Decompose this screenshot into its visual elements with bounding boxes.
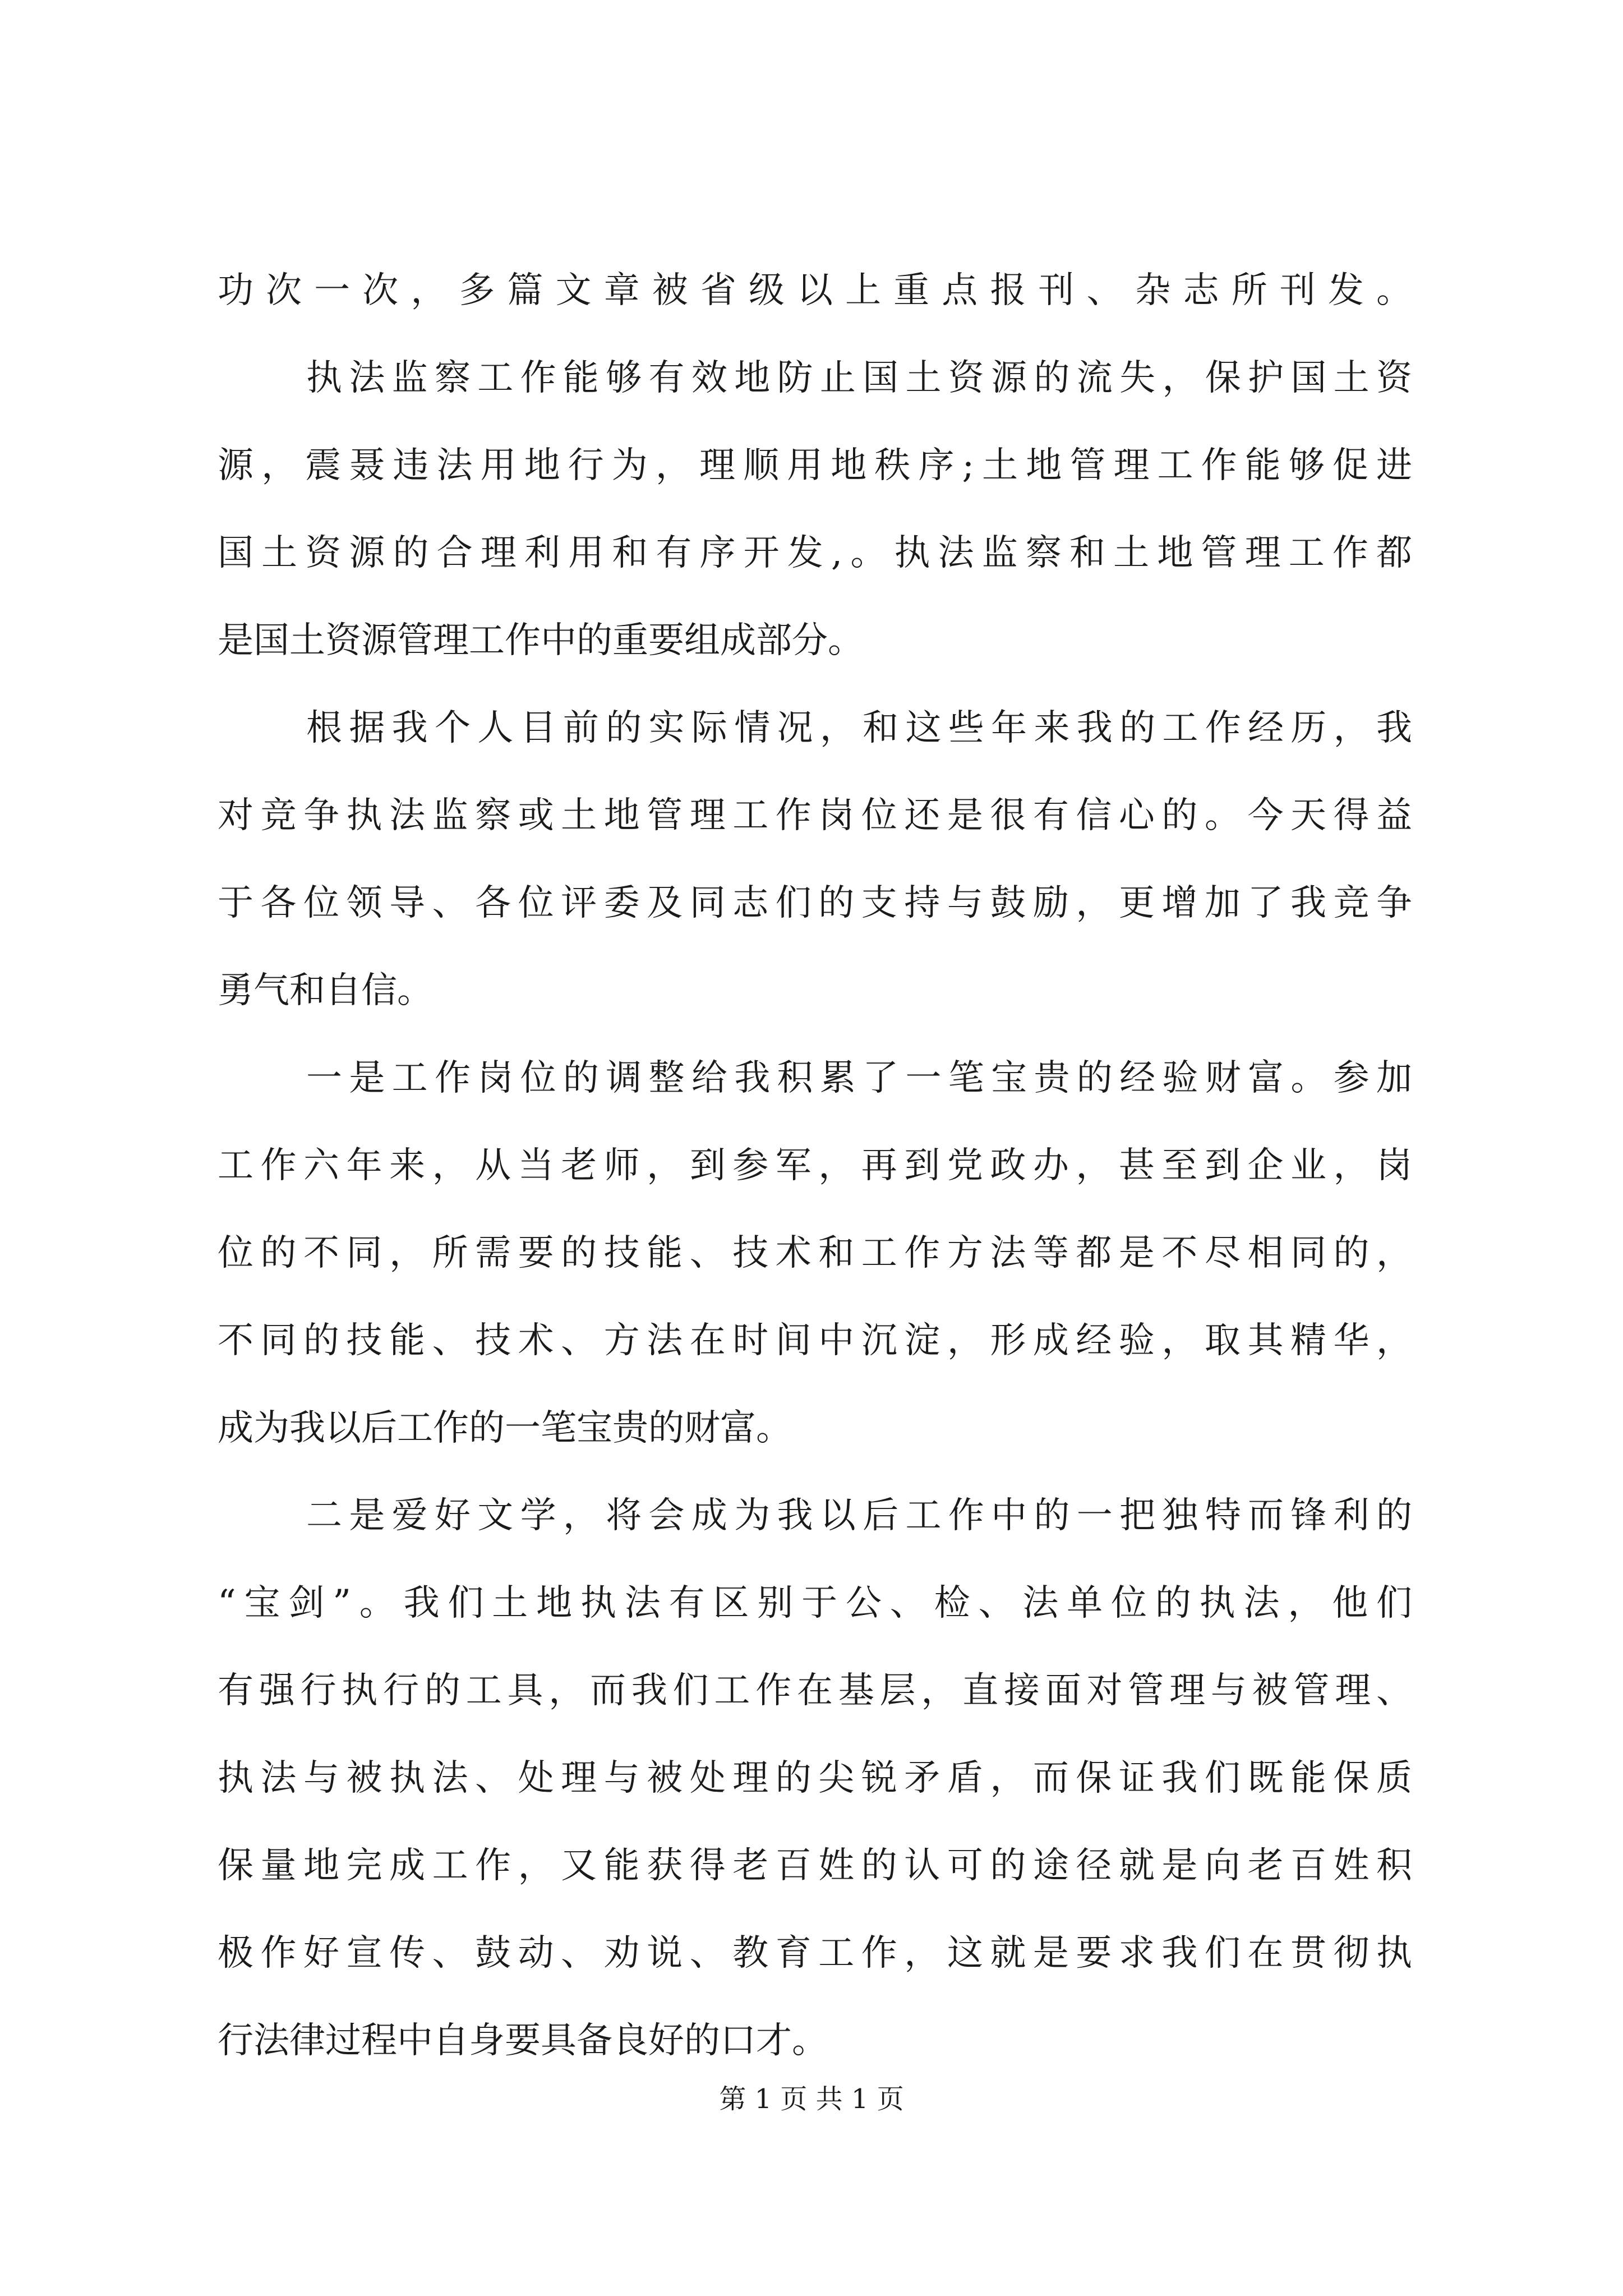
text-line: 极作好宣传、鼓动、劝说、教育工作，这就是要求我们在贯彻执 bbox=[218, 1932, 1412, 1974]
text-line: 工作六年来，从当老师，到参军，再到党政办，甚至到企业，岗 bbox=[218, 1145, 1412, 1186]
document-body bbox=[218, 247, 1412, 2085]
text-line: “宝剑”。我们土地执法有区别于公、检、法单位的执法，他们 bbox=[218, 1582, 1412, 1624]
text-line: 于各位领导、各位评委及同志们的支持与鼓励，更增加了我竞争 bbox=[218, 882, 1412, 924]
text-line: 成为我以后工作的一笔宝贵的财富。 bbox=[218, 1407, 792, 1449]
text-line: 勇气和自信。 bbox=[218, 970, 433, 1011]
text-line: 二是爱好文学，将会成为我以后工作中的一把独特而锋利的 bbox=[306, 1495, 1412, 1536]
text-line: 一是工作岗位的调整给我积累了一笔宝贵的经验财富。参加 bbox=[306, 1057, 1412, 1099]
text-line: 执法监察工作能够有效地防止国土资源的流失，保护国土资 bbox=[306, 357, 1412, 399]
text-line: 对竞争执法监察或土地管理工作岗位还是很有信心的。今天得益 bbox=[218, 795, 1412, 836]
text-line: 有强行执行的工具，而我们工作在基层，直接面对管理与被管理、 bbox=[218, 1670, 1412, 1711]
text-line: 源，震聂违法用地行为，理顺用地秩序;土地管理工作能够促进 bbox=[218, 445, 1412, 486]
text-line: 是国土资源管理工作中的重要组成部分。 bbox=[218, 620, 864, 661]
page-footer bbox=[0, 2082, 1623, 2116]
text-line: 国土资源的合理利用和有序开发,。执法监察和土地管理工作都 bbox=[218, 532, 1412, 574]
text-line: 根据我个人目前的实际情况，和这些年来我的工作经历，我 bbox=[306, 707, 1412, 749]
text-line: 位的不同，所需要的技能、技术和工作方法等都是不尽相同的， bbox=[218, 1232, 1412, 1274]
text-line: 行法律过程中自身要具备良好的口才。 bbox=[218, 2020, 828, 2062]
text-line: 执法与被执法、处理与被处理的尖锐矛盾，而保证我们既能保质 bbox=[218, 1757, 1412, 1799]
text-line: 不同的技能、技术、方法在时间中沉淀，形成经验，取其精华， bbox=[218, 1320, 1412, 1361]
text-line: 保量地完成工作，又能获得老百姓的认可的途径就是向老百姓积 bbox=[218, 1845, 1412, 1887]
page-number-label: 第 1 页 共 1 页 bbox=[719, 2083, 904, 2115]
text-line: 功次一次，多篇文章被省级以上重点报刊、杂志所刊发。 bbox=[218, 270, 1412, 311]
